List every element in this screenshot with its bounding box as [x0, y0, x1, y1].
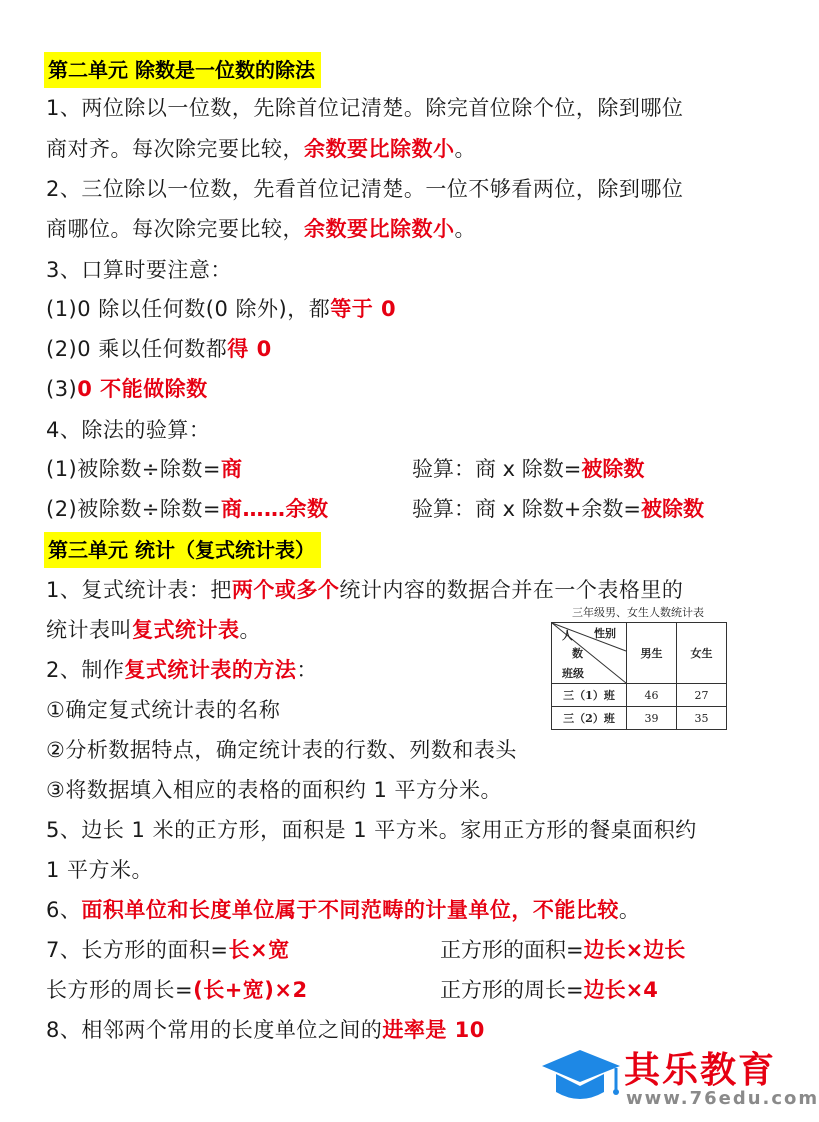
unit2-p4-1: [46, 455, 242, 483]
emphasis-text: 等于 0: [330, 297, 397, 321]
unit3-p6: [46, 896, 640, 924]
unit2-p1a: 1、两位除以一位数，先除首位记清楚。除完首位除个位，除到哪位: [46, 96, 684, 120]
text: 统计内容的数据合并在一个表格里的: [339, 578, 684, 602]
unit2-p1b: [46, 135, 476, 163]
text: 统计表叫: [46, 618, 132, 642]
text: 长方形的周长=: [46, 978, 194, 1002]
emphasis-text: 余数要比除数小: [304, 137, 455, 161]
text: 。: [239, 618, 261, 642]
unit2-p3-3: [46, 375, 208, 403]
unit2-p3-1: [46, 295, 396, 323]
stats-table: [551, 622, 727, 730]
stats-table-figure: [548, 604, 728, 730]
emphasis-text: 进率是 10: [382, 1018, 485, 1042]
unit2-p4-2: [46, 495, 328, 523]
unit3-s2: ②分析数据特点，确定统计表的行数、列数和表头: [46, 738, 517, 762]
unit3-heading: 第三单元 统计（复式统计表）: [44, 532, 321, 568]
emphasis-text: 边长×4: [583, 978, 658, 1002]
table-row: [552, 707, 727, 730]
boys-cell: 39: [627, 707, 677, 730]
unit2-p4: 4、除法的验算：: [46, 418, 211, 442]
girls-cell: 27: [677, 684, 727, 707]
logo-url: www.76edu.com: [626, 1088, 819, 1109]
emphasis-text: 面积单位和长度单位属于不同范畴的计量单位，不能比较: [81, 898, 619, 922]
text: (3): [46, 377, 78, 401]
unit3-p8: [46, 1016, 485, 1044]
header-girls: 女生: [677, 623, 727, 684]
stats-table-title: 三年级男、女生人数统计表: [572, 606, 704, 619]
unit2-p2a: 2、三位除以一位数，先看首位记清楚。一位不够看两位，除到哪位: [46, 177, 684, 201]
unit3-p5a: 5、边长 1 米的正方形，面积是 1 平方米。家用正方形的餐桌面积约: [46, 818, 697, 842]
text: 2、制作: [46, 658, 125, 682]
text: 。: [454, 217, 476, 241]
unit3-p7d: [440, 976, 658, 1004]
table-row: [552, 684, 727, 707]
logo-name: 其乐教育: [624, 1050, 777, 1091]
unit3-p2: [46, 656, 318, 684]
emphasis-text: 长×宽: [228, 938, 290, 962]
header-count: 数: [572, 647, 583, 660]
header-people: 人: [562, 629, 573, 642]
emphasis-text: 复式统计表: [132, 618, 240, 642]
text: 6、: [46, 898, 82, 922]
text: 商哪位。每次除完要比较，: [46, 217, 304, 241]
text: 验算：商 x 除数+余数=: [412, 497, 641, 521]
text: (2)被除数÷除数=: [46, 497, 221, 521]
text: (1)0 除以任何数(0 除外)，都: [46, 297, 331, 321]
unit2-heading: 第二单元 除数是一位数的除法: [44, 52, 321, 88]
text: 8、相邻两个常用的长度单位之间的: [46, 1018, 383, 1042]
unit3-s3: ③将数据填入相应的表格的面积约 1 平方分米。: [46, 778, 503, 802]
unit3-p7a: [46, 936, 290, 964]
class-cell: 三（1）班: [552, 684, 627, 707]
emphasis-text: 0 不能做除数: [77, 377, 208, 401]
text: 。: [454, 137, 476, 161]
unit2-p3-2: [46, 335, 272, 363]
text: 验算：商 x 除数=: [412, 457, 582, 481]
text: 。: [618, 898, 641, 922]
emphasis-text: 商: [220, 457, 243, 481]
unit2-p4-1-check: [412, 455, 644, 483]
table-header-row: [552, 623, 727, 684]
emphasis-text: 两个或多个: [231, 578, 340, 602]
emphasis-text: 被除数: [581, 457, 645, 481]
class-cell: 三（2）班: [552, 707, 627, 730]
unit3-p1a: [46, 576, 683, 604]
emphasis-text: 商……余数: [220, 497, 329, 521]
header-boys: 男生: [627, 623, 677, 684]
text: (2)0 乘以任何数都: [46, 337, 228, 361]
emphasis-text: 边长×边长: [583, 938, 686, 962]
header-gender: 性别: [594, 627, 616, 640]
text: 7、长方形的面积=: [46, 938, 229, 962]
text: 商对齐。每次除完要比较，: [46, 137, 304, 161]
text: (1)被除数÷除数=: [46, 457, 221, 481]
unit2-p4-2-check: [412, 495, 704, 523]
emphasis-text: (长+宽)×2: [193, 978, 308, 1002]
text: 1、复式统计表：把: [46, 578, 232, 602]
text: 正方形的周长=: [440, 978, 584, 1002]
emphasis-text: 得 0: [227, 337, 272, 361]
unit2-p2b: [46, 215, 476, 243]
unit3-p7b: [440, 936, 685, 964]
unit3-p1b: [46, 616, 261, 644]
emphasis-text: 复式统计表的方法: [124, 658, 297, 682]
emphasis-text: 被除数: [640, 497, 704, 521]
unit3-p7c: [46, 976, 308, 1004]
unit3-p5b: 1 平方米。: [46, 858, 154, 882]
unit2-p3: 3、口算时要注意：: [46, 258, 232, 282]
unit3-s1: ①确定复式统计表的名称: [46, 698, 281, 722]
emphasis-text: 余数要比除数小: [304, 217, 455, 241]
header-class: 班级: [562, 667, 584, 680]
text: 正方形的面积=: [440, 938, 584, 962]
diagonal-header-cell: [552, 623, 627, 684]
girls-cell: 35: [677, 707, 727, 730]
boys-cell: 46: [627, 684, 677, 707]
text: ：: [296, 658, 318, 682]
